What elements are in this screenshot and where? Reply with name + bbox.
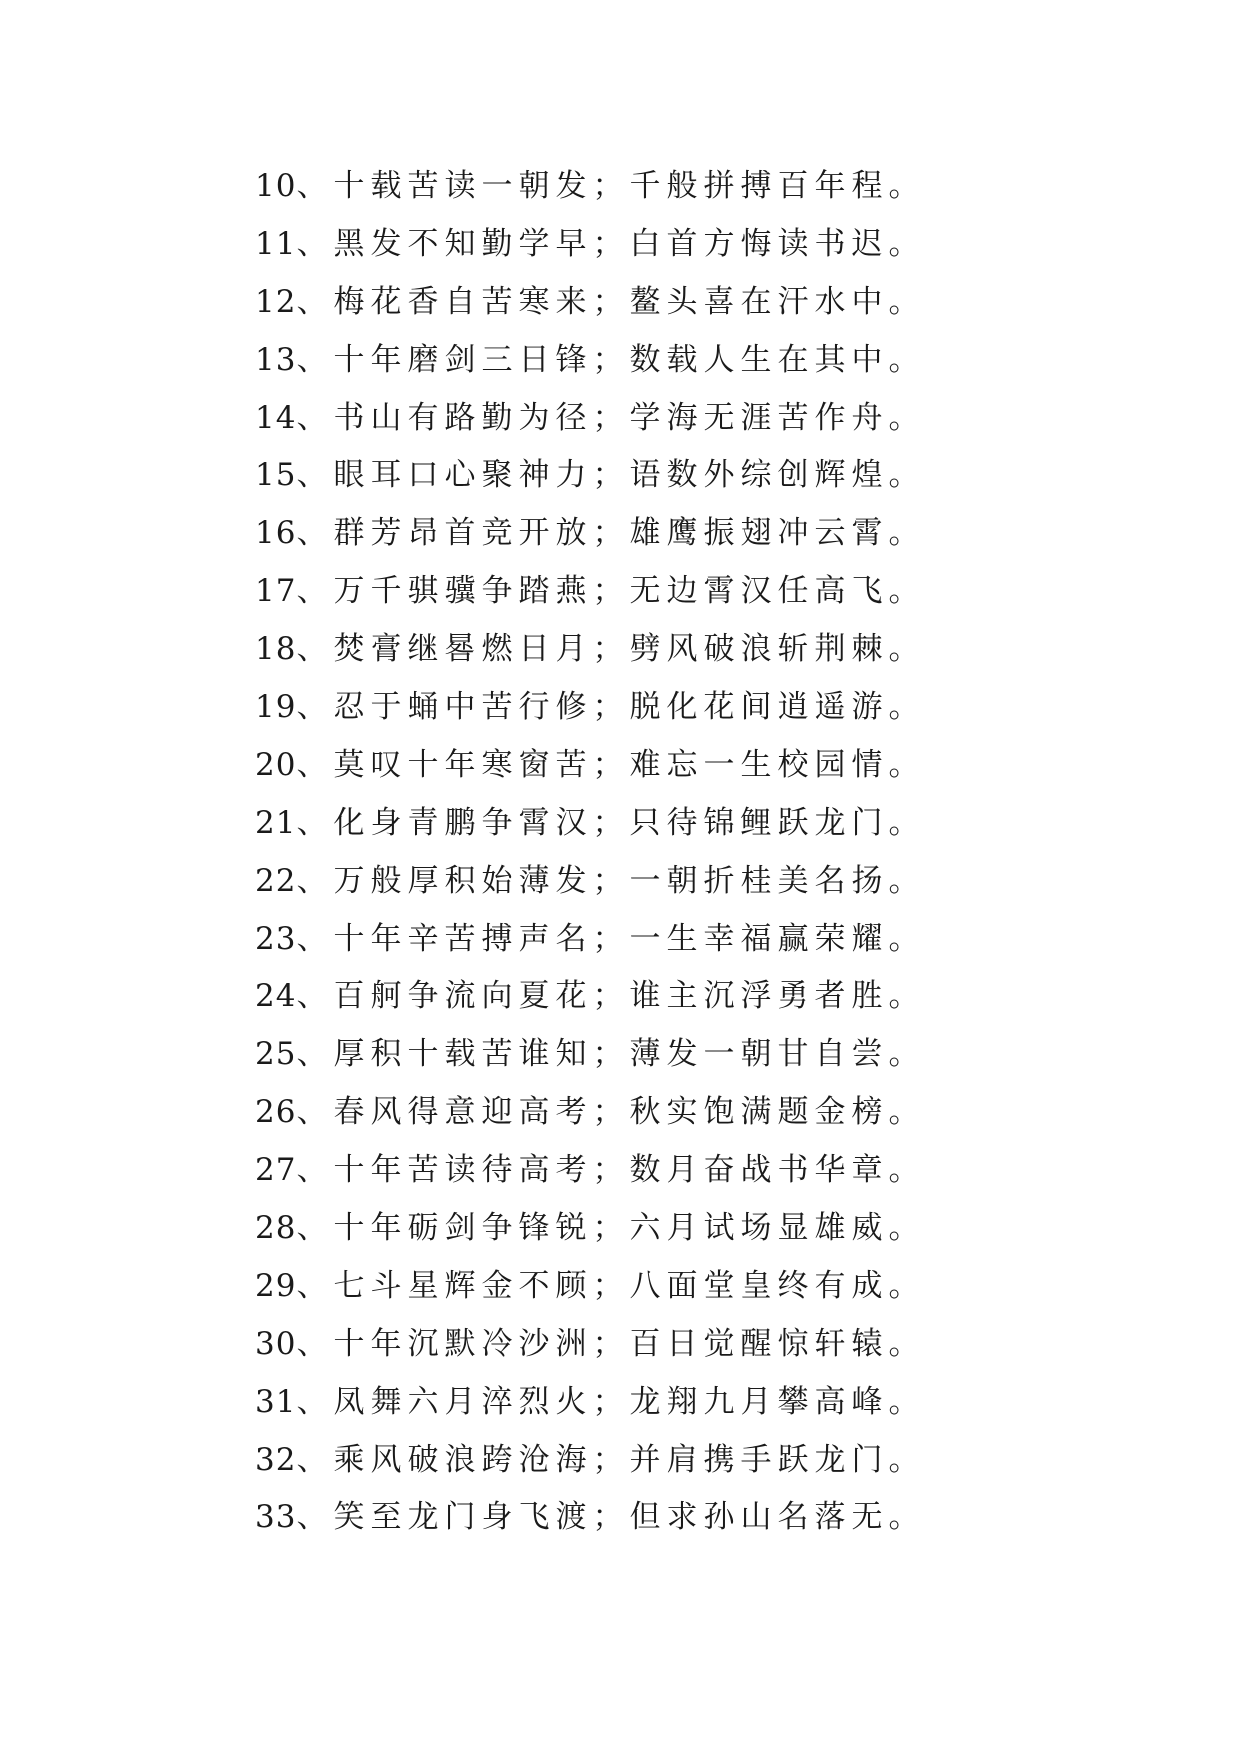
list-item [255,1142,925,1200]
item-number: 19 [255,689,297,726]
item-text: 百舸争流向夏花；谁主沉浮勇者胜。 [333,978,926,1015]
item-number: 29 [255,1267,297,1304]
item-text: 群芳昂首竞开放；雄鹰振翅冲云霄。 [333,515,926,552]
item-text: 化身青鹏争霄汉；只待锦鲤跃龙门。 [333,804,926,841]
item-separator: 、 [296,573,334,610]
list-item [255,274,925,332]
item-number: 24 [255,978,297,1015]
list-item [255,332,925,390]
item-number: 25 [255,1036,297,1073]
item-text: 书山有路勤为径；学海无涯苦作舟。 [333,399,926,436]
list-item [255,1200,925,1258]
item-separator: 、 [296,862,334,899]
list-item [255,1316,925,1374]
list-item [255,1374,925,1432]
list-item [255,158,925,216]
list-item [255,795,925,853]
list-item [255,679,925,737]
item-text: 黑发不知勤学早；白首方悔读书迟。 [333,225,926,262]
item-text: 焚膏继晷燃日月；劈风破浪斩荆棘。 [333,631,926,668]
item-text: 莫叹十年寒窗苦；难忘一生校园情。 [333,746,926,783]
item-number: 28 [255,1210,297,1247]
item-number: 22 [255,862,297,899]
couplet-list [255,158,925,1547]
list-item [255,911,925,969]
item-separator: 、 [296,1036,334,1073]
item-separator: 、 [296,283,334,320]
list-item [255,1489,925,1547]
item-separator: 、 [296,168,334,204]
item-number: 15 [255,457,297,494]
item-separator: 、 [296,457,334,494]
item-text: 万般厚积始薄发；一朝折桂美名扬。 [333,862,926,899]
item-text: 厚积十载苦谁知；薄发一朝甘自尝。 [333,1036,926,1073]
item-separator: 、 [296,1267,334,1304]
item-separator: 、 [296,689,334,726]
item-separator: 、 [296,746,334,783]
item-text: 笑至龙门身飞渡；但求孙山名落无。 [333,1499,926,1536]
item-number: 32 [255,1441,297,1478]
item-text: 忍于蛹中苦行修；脱化花间逍遥游。 [333,689,926,726]
list-item [255,968,925,1026]
item-number: 26 [255,1094,297,1131]
list-item [255,505,925,563]
item-text: 凤舞六月淬烈火；龙翔九月攀高峰。 [333,1383,926,1420]
item-text: 七斗星辉金不顾；八面堂皇终有成。 [333,1267,926,1304]
item-text: 乘风破浪跨沧海；并肩携手跃龙门。 [333,1441,926,1478]
item-separator: 、 [296,1441,334,1478]
item-text: 十年苦读待高考；数月奋战书华章。 [333,1152,926,1189]
item-text: 十年砺剑争锋锐；六月试场显雄威。 [333,1210,926,1247]
item-number: 14 [255,399,297,436]
item-number: 16 [255,515,297,552]
list-item [255,621,925,679]
list-item [255,1084,925,1142]
item-text: 梅花香自苦寒来；鳌头喜在汗水中。 [333,283,926,320]
list-item [255,1026,925,1084]
item-number: 20 [255,746,297,783]
item-number: 10 [255,168,297,204]
item-number: 12 [255,283,297,320]
item-text: 十年磨剑三日锋；数载人生在其中。 [333,341,926,378]
item-number: 23 [255,920,297,957]
item-text: 眼耳口心聚神力；语数外综创辉煌。 [333,457,926,494]
item-separator: 、 [296,1499,334,1536]
item-separator: 、 [296,1383,334,1420]
list-item [255,1258,925,1316]
item-number: 31 [255,1383,297,1420]
list-item [255,1432,925,1490]
item-separator: 、 [296,225,334,262]
list-item [255,737,925,795]
item-text: 万千骐骥争踏燕；无边霄汉任高飞。 [333,573,926,610]
item-number: 18 [255,631,297,668]
item-separator: 、 [296,1152,334,1189]
item-separator: 、 [296,1325,334,1362]
item-separator: 、 [296,804,334,841]
list-item [255,447,925,505]
item-number: 13 [255,341,297,378]
item-number: 27 [255,1152,297,1189]
item-separator: 、 [296,920,334,957]
list-item [255,216,925,274]
item-number: 30 [255,1325,297,1362]
item-separator: 、 [296,1094,334,1131]
item-number: 11 [255,225,297,262]
item-separator: 、 [296,515,334,552]
item-separator: 、 [296,978,334,1015]
item-text: 十年沉默冷沙洲；百日觉醒惊轩辕。 [333,1325,926,1362]
item-text: 春风得意迎高考；秋实饱满题金榜。 [333,1094,926,1131]
item-separator: 、 [296,341,334,378]
item-separator: 、 [296,631,334,668]
item-text: 十年辛苦搏声名；一生幸福赢荣耀。 [333,920,926,957]
item-text: 十载苦读一朝发；千般拼搏百年程。 [333,168,926,204]
item-separator: 、 [296,399,334,436]
item-separator: 、 [296,1210,334,1247]
item-number: 17 [255,573,297,610]
item-number: 21 [255,804,297,841]
list-item [255,390,925,448]
item-number: 33 [255,1499,297,1536]
list-item [255,853,925,911]
list-item [255,563,925,621]
